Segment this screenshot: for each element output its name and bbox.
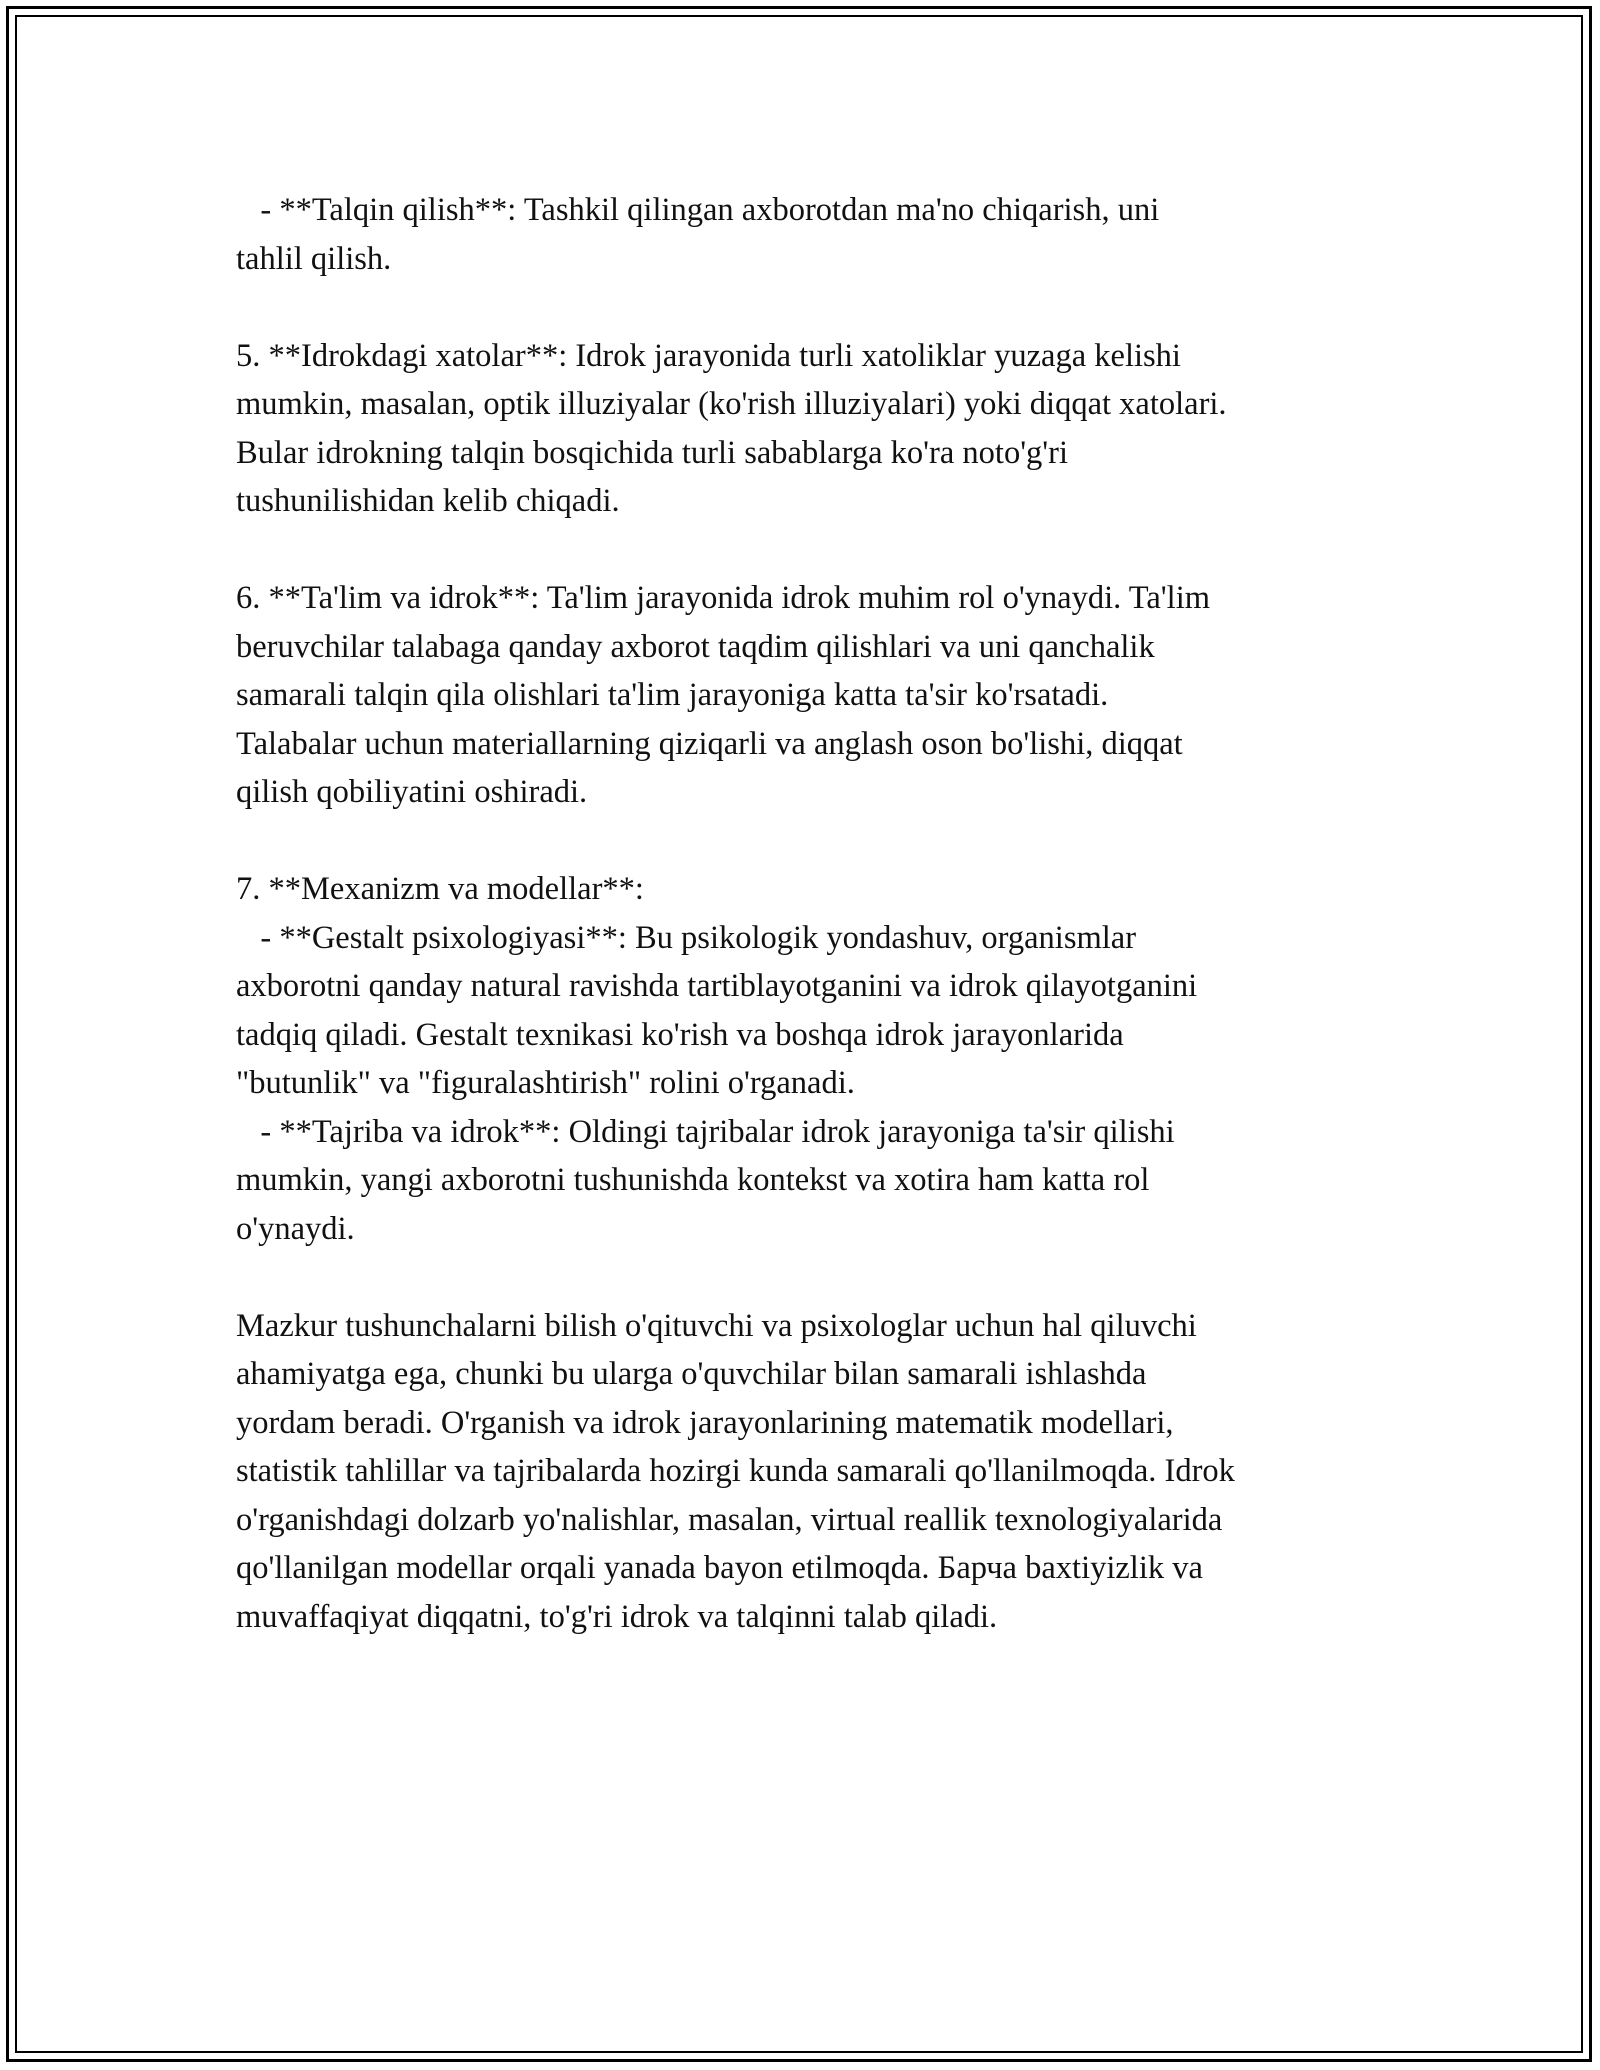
text-line: statistik tahlillar va tajribalarda hozirgi kunda samarali qo'llanilmoqda. Idrok (236, 1453, 1235, 1489)
text-line: beruvchilar talabaga qanday axborot taqdim qilishlari va uni qanchalik (236, 628, 1155, 665)
text-line: Mazkur tushunchalarni bilish o'qituvchi va psixologlar uchun hal qiluvchi (236, 1307, 1197, 1344)
text-line: o'ynaydi. (236, 1210, 355, 1247)
text-line: Bular idrokning talqin bosqichida turli sabablarga ko'ra noto'g'ri (236, 434, 1069, 471)
text-line: - **Talqin qilish**: Tashkil qilingan axborotdan ma'no chiqarish, uni (236, 192, 1160, 228)
text-line: yordam beradi. O'rganish va idrok jarayonlarining matematik modellari, (236, 1404, 1174, 1441)
text-line: mumkin, yangi axborotni tushunishda kontekst va xotira ham katta rol (236, 1162, 1150, 1198)
text-line: samarali talqin qila olishlari ta'lim jarayoniga katta ta'sir ko'rsatadi. (236, 677, 1109, 713)
text-line: mumkin, masalan, optik illuziyalar (ko'rish illuziyalari) yoki diqqat xatolari. (236, 386, 1227, 422)
document-text (236, 186, 1386, 1641)
text-line: tushunilishidan kelib chiqadi. (236, 483, 620, 519)
text-line: - **Tajriba va idrok**: Oldingi tajribalar idrok jarayoniga ta'sir qilishi (236, 1113, 1175, 1150)
text-line: axborotni qanday natural ravishda tartiblayotganini va idrok qilayotganini (236, 968, 1198, 1004)
blank-line (236, 526, 1386, 575)
text-line: 7. **Mexanizm va modellar**: (236, 871, 644, 907)
blank-line (236, 283, 1386, 332)
text-line: 6. **Ta'lim va idrok**: Ta'lim jarayonida idrok muhim rol o'ynaydi. Ta'lim (236, 580, 1211, 616)
text-line: Talabalar uchun materiallarning qiziqarli va anglash oson bo'lishi, diqqat (236, 725, 1183, 762)
text-line: - **Gestalt psixologiyasi**: Bu psikologik yondashuv, organismlar (236, 919, 1137, 956)
blank-line (236, 817, 1386, 866)
text-line: qo'llanilgan modellar orqali yanada bayon etilmoqda. Барча baxtiyizlik va (236, 1550, 1203, 1586)
text-line: o'rganishdagi dolzarb yo'nalishlar, masalan, virtual reallik texnologiyalarida (236, 1501, 1223, 1538)
text-line: qilish qobiliyatini oshiradi. (236, 774, 588, 810)
blank-line (236, 1253, 1386, 1302)
text-line: ahamiyatga ega, chunki bu ularga o'quvchilar bilan samarali ishlashda (236, 1356, 1147, 1392)
text-line: tadqiq qiladi. Gestalt texnikasi ko'rish va boshqa idrok jarayonlarida (236, 1016, 1124, 1053)
text-line: tahlil qilish. (236, 240, 392, 277)
text-line: "butunlik" va "figuralashtirish" rolini o'rganadi. (236, 1065, 855, 1101)
text-line: muvaffaqiyat diqqatni, to'g'ri idrok va talqinni talab qiladi. (236, 1598, 998, 1635)
text-line: 5. **Idrokdagi xatolar**: Idrok jarayonida turli xatoliklar yuzaga kelishi (236, 337, 1181, 374)
